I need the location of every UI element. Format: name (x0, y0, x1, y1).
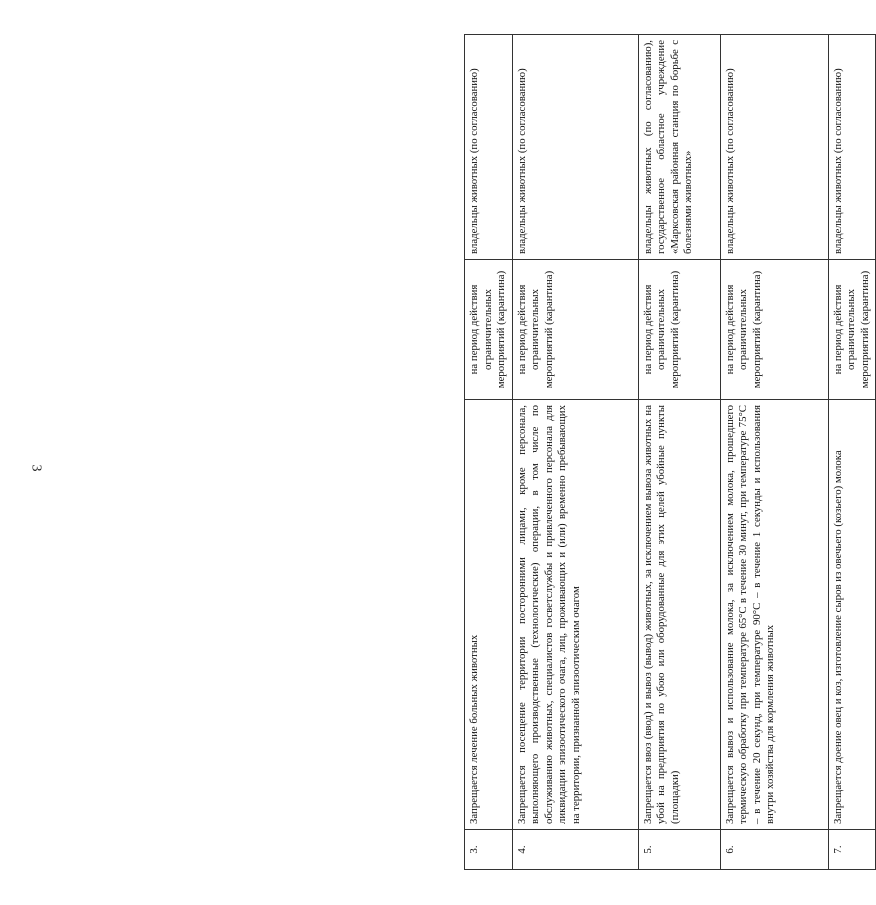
rotated-page (464, 35, 871, 870)
page-number: 3 (28, 464, 44, 472)
row-number: 3. (465, 830, 513, 870)
row-number: 4. (512, 830, 638, 870)
table-row (828, 35, 876, 870)
row-number: 5. (638, 830, 720, 870)
row-number: 7. (828, 830, 876, 870)
period-text: на период действия ограничительных мероприятий (карантина) (720, 260, 828, 400)
responsible-text: владельцы животных (по согласованию) (512, 35, 638, 260)
table-row (638, 35, 720, 870)
measure-text: Запрещается посещение территории посторонними лицами, кроме персонала, выполняющего производственные (технологические) операции, в том числе по обслуживанию животных, специалистов госветслужбы и привлеченного персонала для ликвидации эпизоотического очага, лиц, проживающих и (или) временно пребывающих на территории, признанной эпизоотическим очагом (512, 400, 638, 830)
measure-text: Запрещается доение овец и коз, изготовление сыров из овечьего (козьего) молока (828, 400, 876, 830)
table-row (465, 35, 513, 870)
measure-text: Запрещается лечение больных животных (465, 400, 513, 830)
measure-text: Запрещается ввоз (ввод) и вывоз (вывод) животных, за исключением вывоза животных на убой на предприятия по убою или оборудованные для этих целей убойные пункты (площадки) (638, 400, 720, 830)
table-row (720, 35, 828, 870)
row-number: 6. (720, 830, 828, 870)
period-text: на период действия ограничительных мероприятий (карантина) (512, 260, 638, 400)
measure-text: Запрещается вывоз и использование молока, за исключением молока, прошедшего термическую обработку при температуре 65°С в течение 30 минут, при температуре 75°С – в течение 20 секунд, при температуре 90°С – в течение 1 секунды и использования внутри хозяйства для кормления животных (720, 400, 828, 830)
table-row (512, 35, 638, 870)
responsible-text: владельцы животных (по согласованию) (828, 35, 876, 260)
measures-table (464, 34, 876, 870)
responsible-text: владельцы животных (по согласованию) (720, 35, 828, 260)
period-text: на период действия ограничительных мероприятий (карантина) (828, 260, 876, 400)
responsible-text: владельцы животных (по согласованию) (465, 35, 513, 260)
responsible-text: владельцы животных (по согласованию), государственное областное учреждение «Марксовская районная станция по борьбе с болезнями животных» (638, 35, 720, 260)
period-text: на период действия ограничительных мероприятий (карантина) (638, 260, 720, 400)
period-text: на период действия ограничительных мероприятий (карантина) (465, 260, 513, 400)
